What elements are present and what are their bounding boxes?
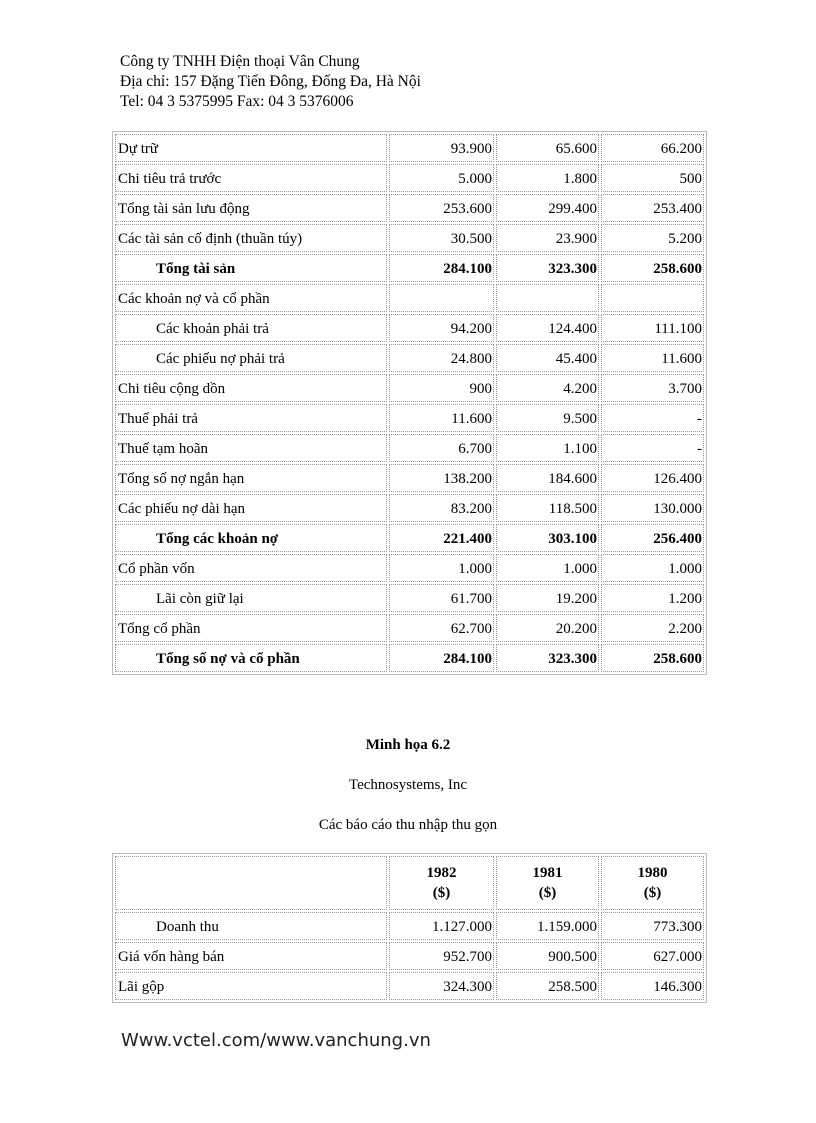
value-cell: 184.600 [496,464,599,492]
value-cell: 323.300 [496,254,599,282]
table-row [114,313,705,343]
value-cell: 258.600 [601,644,704,672]
year-header [389,856,494,910]
row-label: Tổng cổ phần [115,614,387,642]
value-cell: 1.100 [496,434,599,462]
value-cell: 952.700 [389,942,494,970]
value-cell: 1.000 [496,554,599,582]
value-cell: 900 [389,374,494,402]
row-label: Lãi gộp [115,972,387,1000]
table-row [114,583,705,613]
value-cell: 1.127.000 [389,912,494,940]
row-label: Chi tiêu cộng dồn [115,374,387,402]
value-cell: 118.500 [496,494,599,522]
value-cell: 124.400 [496,314,599,342]
value-cell: 9.500 [496,404,599,432]
year-label: 1981 [532,865,563,881]
table-row [114,971,705,1001]
unit-label: ($) [432,885,451,901]
table-row [114,223,705,253]
table-row [114,433,705,463]
row-label: Cổ phần vốn [115,554,387,582]
row-label: Các phiếu nợ phải trả [115,344,387,372]
table-row [114,343,705,373]
row-label: Tổng số nợ ngắn hạn [115,464,387,492]
row-label: Tổng số nợ và cổ phần [115,644,387,672]
table-row [114,403,705,433]
value-cell: 19.200 [496,584,599,612]
value-cell [496,284,599,312]
value-cell: 62.700 [389,614,494,642]
table-row [114,493,705,523]
value-cell: 65.600 [496,134,599,162]
row-label: Tổng tài sản lưu động [115,194,387,222]
value-cell: 11.600 [601,344,704,372]
value-cell [389,284,494,312]
year-header [601,856,704,910]
row-label: Giá vốn hàng bán [115,942,387,970]
table-row [114,193,705,223]
value-cell: 130.000 [601,494,704,522]
value-cell: 258.500 [496,972,599,1000]
value-cell: 66.200 [601,134,704,162]
company-address: Địa chỉ: 157 Đặng Tiến Đông, Đống Đa, Hà Nội [120,73,421,90]
value-cell: 94.200 [389,314,494,342]
value-cell: 303.100 [496,524,599,552]
header-row [114,855,705,911]
table-row [114,613,705,643]
year-label: 1980 [637,865,668,881]
value-cell: 146.300 [601,972,704,1000]
value-cell: 284.100 [389,644,494,672]
value-cell: 299.400 [496,194,599,222]
row-label: Các khoản nợ và cổ phần [115,284,387,312]
exhibit-title: Minh họa 6.2 [365,737,451,753]
value-cell: 61.700 [389,584,494,612]
value-cell: 138.200 [389,464,494,492]
value-cell: 1.159.000 [496,912,599,940]
row-label: Tổng các khoản nợ [115,524,387,552]
row-label: Chi tiêu trả trước [115,164,387,192]
value-cell: 6.700 [389,434,494,462]
value-cell: 1.000 [601,554,704,582]
table-row [114,941,705,971]
income-statement-table [112,853,707,1003]
table-row [114,163,705,193]
value-cell: 256.400 [601,524,704,552]
footer-website: Www.vctel.com/www.vanchung.vn [121,1030,431,1051]
row-label: Các tài sản cố định (thuần túy) [115,224,387,252]
letterhead [120,52,421,112]
value-cell: 253.600 [389,194,494,222]
row-label: Các khoản phải trả [115,314,387,342]
value-cell: 323.300 [496,644,599,672]
total-row [114,253,705,283]
value-cell: 221.400 [389,524,494,552]
section-row [114,283,705,313]
value-cell: 4.200 [496,374,599,402]
row-label: Doanh thu [115,912,387,940]
value-cell: 900.500 [496,942,599,970]
value-cell: 258.600 [601,254,704,282]
value-cell: 1.200 [601,584,704,612]
report-subtitle: Các báo cáo thu nhập thu gọn [318,817,498,833]
value-cell: 284.100 [389,254,494,282]
value-cell: - [601,404,704,432]
year-label: 1982 [426,865,457,881]
unit-label: ($) [538,885,557,901]
value-cell: 773.300 [601,912,704,940]
value-cell: 5.200 [601,224,704,252]
table-row [114,911,705,941]
value-cell: 30.500 [389,224,494,252]
total-row [114,643,705,673]
row-label: Tổng tài sản [115,254,387,282]
table-row [114,553,705,583]
company-contact: Tel: 04 3 5375995 Fax: 04 3 5376006 [120,93,354,110]
row-label: Thuế tạm hoãn [115,434,387,462]
row-label: Các phiếu nợ dài hạn [115,494,387,522]
balance-sheet-table [112,131,707,675]
value-cell: 1.000 [389,554,494,582]
total-row [114,523,705,553]
value-cell: 111.100 [601,314,704,342]
row-label: Thuế phải trả [115,404,387,432]
value-cell: - [601,434,704,462]
value-cell: 45.400 [496,344,599,372]
value-cell: 23.900 [496,224,599,252]
table-row [114,373,705,403]
company-name: Công ty TNHH Điện thoại Vân Chung [120,53,360,70]
header-blank-cell [115,856,387,910]
value-cell: 2.200 [601,614,704,642]
value-cell: 83.200 [389,494,494,522]
value-cell: 24.800 [389,344,494,372]
value-cell: 11.600 [389,404,494,432]
row-label: Lãi còn giữ lại [115,584,387,612]
value-cell: 1.800 [496,164,599,192]
unit-label: ($) [643,885,662,901]
value-cell: 500 [601,164,704,192]
company-heading: Technosystems, Inc [348,777,468,793]
row-label: Dự trữ [115,134,387,162]
value-cell: 5.000 [389,164,494,192]
value-cell: 20.200 [496,614,599,642]
table-row [114,463,705,493]
value-cell: 324.300 [389,972,494,1000]
value-cell: 627.000 [601,942,704,970]
value-cell: 3.700 [601,374,704,402]
value-cell: 126.400 [601,464,704,492]
value-cell: 93.900 [389,134,494,162]
value-cell [601,284,704,312]
table-row [114,133,705,163]
year-header [496,856,599,910]
value-cell: 253.400 [601,194,704,222]
